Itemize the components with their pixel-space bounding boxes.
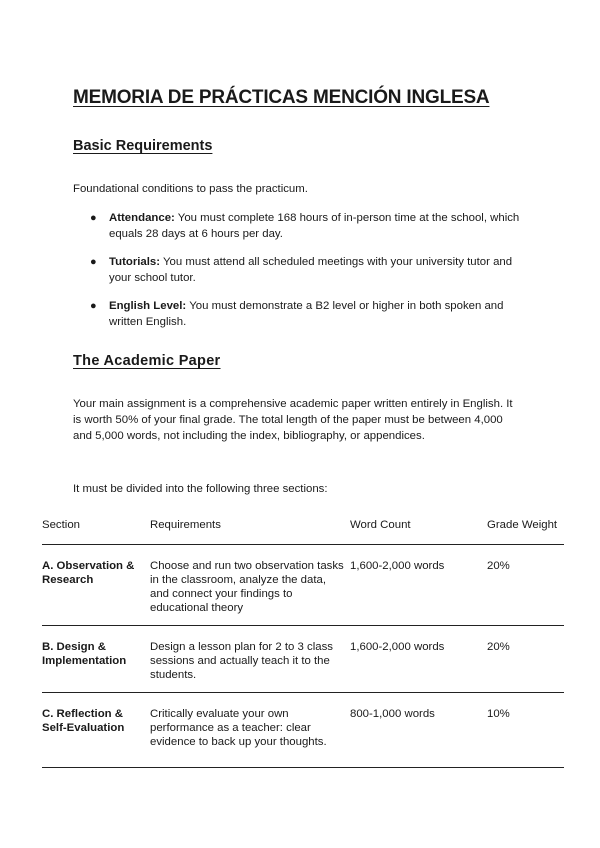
requirement-english-level (90, 298, 520, 330)
basic-requirements-intro: Foundational conditions to pass the practicum. (73, 183, 308, 195)
table-row (42, 693, 564, 768)
table-row (42, 626, 564, 693)
requirement-attendance (90, 210, 520, 242)
requirements-list (90, 210, 520, 342)
basic-requirements-heading: Basic Requirements (73, 138, 213, 154)
requirement-term: Tutorials: (109, 256, 161, 268)
table-row (42, 545, 564, 626)
word-count-cell: 800-1,000 words (350, 708, 435, 720)
requirement-text: You must demonstrate a B2 level or higher in both spoken and written English. (109, 300, 504, 328)
bullet-icon: ● (90, 256, 97, 268)
table-header-row (42, 509, 564, 545)
sections-table (42, 509, 564, 768)
requirement-text: You must attend all scheduled meetings with your university tutor and your school tutor. (109, 256, 513, 284)
academic-paper-heading: The Academic Paper (73, 353, 221, 369)
bullet-icon: ● (90, 300, 97, 312)
document-title: MEMORIA DE PRÁCTICAS MENCIÓN INGLESA (73, 87, 490, 108)
word-count-cell: 1,600-2,000 words (350, 560, 445, 572)
section-cell: A. Observation & Research (42, 560, 135, 586)
section-cell: C. Reflection & Self-Evaluation (42, 708, 125, 734)
bullet-icon: ● (90, 212, 97, 224)
requirement-term: English Level: (109, 300, 187, 312)
header-section: Section (42, 519, 80, 531)
header-requirements: Requirements (150, 519, 221, 531)
section-cell: B. Design & Implementation (42, 641, 127, 667)
grade-weight-cell: 10% (487, 708, 510, 720)
requirements-cell: Critically evaluate your own performance as a teacher: clear evidence to back up your thoughts. (150, 708, 327, 748)
header-word-count: Word Count (350, 519, 411, 531)
requirement-term: Attendance: (109, 212, 175, 224)
requirements-cell: Design a lesson plan for 2 to 3 class sessions and actually teach it to the students. (150, 641, 333, 681)
requirements-cell: Choose and run two observation tasks in the classroom, analyze the data, and connect your findings to educational theory (150, 560, 344, 614)
grade-weight-cell: 20% (487, 641, 510, 653)
academic-paper-description: Your main assignment is a comprehensive academic paper written entirely in English. It is worth 50% of your final grade. The total length of the paper must be between 4,000 and 5,000 words, not including the index, bibliography, or appendices. (73, 398, 513, 442)
requirement-tutorials (90, 254, 520, 286)
grade-weight-cell: 20% (487, 560, 510, 572)
word-count-cell: 1,600-2,000 words (350, 641, 445, 653)
requirement-text: You must complete 168 hours of in-person time at the school, which equals 28 days at 6 hours per day. (109, 212, 520, 240)
header-grade-weight: Grade Weight (487, 519, 558, 531)
sections-intro: It must be divided into the following three sections: (73, 483, 328, 495)
